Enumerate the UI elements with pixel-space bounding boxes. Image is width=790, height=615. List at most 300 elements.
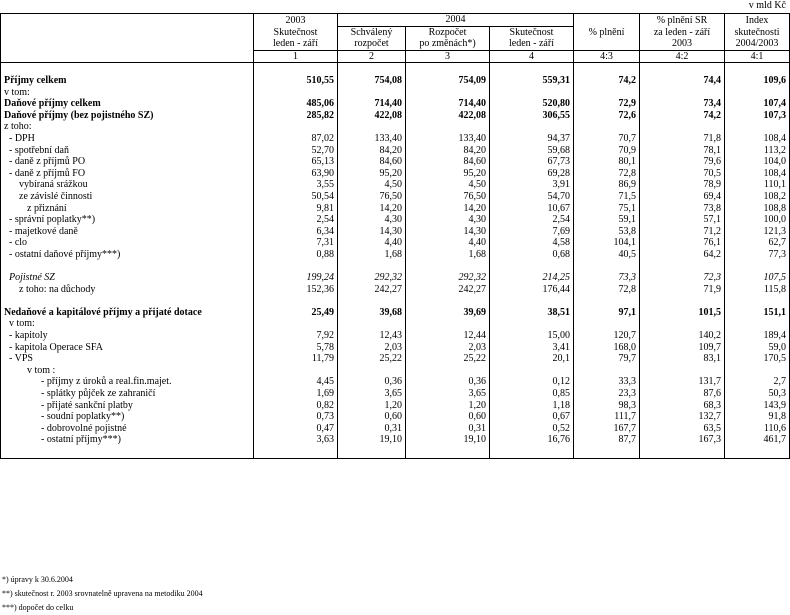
cell-col-3: 1,68 — [406, 249, 490, 261]
cell-col-5: 87,7 — [574, 434, 640, 446]
table-row — [1, 388, 790, 400]
cell-col-2: 1,20 — [338, 400, 406, 412]
cell-col-4: 20,1 — [490, 353, 574, 365]
cell-col-3: 12,44 — [406, 330, 490, 342]
table-row — [1, 203, 790, 215]
cell-col-7: 91,8 — [725, 411, 790, 423]
cell-col-5: 33,3 — [574, 376, 640, 388]
cell-col-4: 67,73 — [490, 156, 574, 168]
cell-col-4: 59,68 — [490, 145, 574, 157]
table-row — [1, 191, 790, 203]
cell-col-1: 0,88 — [254, 249, 338, 261]
cell-col-1: 50,54 — [254, 191, 338, 203]
table-row — [1, 249, 790, 261]
cell-col-6: 79,6 — [640, 156, 725, 168]
table-row — [1, 87, 790, 99]
table-row — [1, 318, 790, 330]
cell-col-3 — [406, 87, 490, 99]
cell-col-4: 0,68 — [490, 249, 574, 261]
cell-col-7: 100,0 — [725, 214, 790, 226]
cell-col-2 — [338, 365, 406, 377]
cell-col-3: 95,20 — [406, 168, 490, 180]
header-col6-bottom: 2003 — [640, 38, 725, 50]
cell-col-1: 152,36 — [254, 284, 338, 296]
cell-col-3 — [406, 365, 490, 377]
cell-col-5 — [574, 87, 640, 99]
cell-col-5 — [574, 121, 640, 133]
cell-col-3: 0,36 — [406, 376, 490, 388]
cell-col-7: 151,1 — [725, 307, 790, 319]
cell-col-4: 0,67 — [490, 411, 574, 423]
table-row — [1, 179, 790, 191]
cell-col-6: 71,2 — [640, 226, 725, 238]
cell-col-2: 714,40 — [338, 98, 406, 110]
col-number-2: 2 — [338, 50, 406, 63]
row-label: - majetkové daně — [1, 226, 254, 238]
cell-col-4: 306,55 — [490, 110, 574, 122]
header-col5-bottom — [574, 38, 640, 50]
cell-col-2: 422,08 — [338, 110, 406, 122]
cell-col-7: 104,0 — [725, 156, 790, 168]
header-col2-top: Schválený — [338, 26, 406, 38]
row-label: v tom: — [1, 87, 254, 99]
cell-col-1: 5,78 — [254, 342, 338, 354]
cell-col-3: 292,32 — [406, 272, 490, 284]
cell-col-4: 38,51 — [490, 307, 574, 319]
cell-col-1: 510,55 — [254, 75, 338, 87]
cell-col-1 — [254, 63, 338, 75]
cell-col-2: 4,50 — [338, 179, 406, 191]
table-row — [1, 75, 790, 87]
row-label: - soudní poplatky**) — [1, 411, 254, 423]
cell-col-5: 167,7 — [574, 423, 640, 435]
cell-col-4: 54,70 — [490, 191, 574, 203]
cell-col-5: 59,1 — [574, 214, 640, 226]
cell-col-6: 87,6 — [640, 388, 725, 400]
cell-col-7: 113,2 — [725, 145, 790, 157]
cell-col-3: 84,60 — [406, 156, 490, 168]
row-label: - ostatní daňové příjmy***) — [1, 249, 254, 261]
cell-col-1: 6,34 — [254, 226, 338, 238]
footnotes — [2, 573, 203, 615]
cell-col-1: 7,92 — [254, 330, 338, 342]
cell-col-6: 76,1 — [640, 237, 725, 249]
footnote-1: *) úpravy k 30.6.2004 — [2, 575, 73, 584]
cell-col-5 — [574, 318, 640, 330]
spacer-row — [1, 63, 790, 75]
col-number-6: 4:2 — [640, 50, 725, 63]
cell-col-1: 65,13 — [254, 156, 338, 168]
cell-col-5: 73,3 — [574, 272, 640, 284]
cell-col-4: 0,85 — [490, 388, 574, 400]
cell-col-2 — [338, 446, 406, 458]
cell-col-6 — [640, 87, 725, 99]
footnote-2: **) skutečnost r. 2003 srovnatelně upravena na metodiku 2004 — [2, 589, 203, 598]
cell-col-7 — [725, 260, 790, 272]
cell-col-1 — [254, 260, 338, 272]
cell-col-5: 72,8 — [574, 168, 640, 180]
row-label: Daňové příjmy (bez pojistného SZ) — [1, 110, 254, 122]
table-row — [1, 353, 790, 365]
cell-col-5: 40,5 — [574, 249, 640, 261]
cell-col-1: 485,06 — [254, 98, 338, 110]
cell-col-2 — [338, 121, 406, 133]
cell-col-7: 110,1 — [725, 179, 790, 191]
cell-col-4: 7,69 — [490, 226, 574, 238]
cell-col-5 — [574, 63, 640, 75]
table-row — [1, 110, 790, 122]
cell-col-6: 78,1 — [640, 145, 725, 157]
row-label: Nedaňové a kapitálové příjmy a přijaté dotace — [1, 307, 254, 319]
cell-col-2 — [338, 295, 406, 307]
cell-col-2: 0,31 — [338, 423, 406, 435]
cell-col-7 — [725, 63, 790, 75]
cell-col-1: 4,45 — [254, 376, 338, 388]
cell-col-3: 84,20 — [406, 145, 490, 157]
cell-col-4: 10,67 — [490, 203, 574, 215]
cell-col-4 — [490, 446, 574, 458]
cell-col-7: 50,3 — [725, 388, 790, 400]
table-header — [1, 14, 790, 63]
cell-col-4 — [490, 318, 574, 330]
cell-col-1: 0,82 — [254, 400, 338, 412]
cell-col-1: 9,81 — [254, 203, 338, 215]
header-col7-bottom: 2004/2003 — [725, 38, 790, 50]
cell-col-2: 95,20 — [338, 168, 406, 180]
cell-col-1 — [254, 365, 338, 377]
table-row — [1, 400, 790, 412]
cell-col-2: 14,20 — [338, 203, 406, 215]
cell-col-5: 74,2 — [574, 75, 640, 87]
cell-col-6 — [640, 365, 725, 377]
cell-col-5: 70,7 — [574, 133, 640, 145]
cell-col-1: 2,54 — [254, 214, 338, 226]
cell-col-5: 104,1 — [574, 237, 640, 249]
row-label: - daně z příjmů FO — [1, 168, 254, 180]
table-row — [1, 168, 790, 180]
cell-col-3: 4,50 — [406, 179, 490, 191]
cell-col-5: 111,7 — [574, 411, 640, 423]
cell-col-3: 422,08 — [406, 110, 490, 122]
table-row — [1, 434, 790, 446]
cell-col-7 — [725, 87, 790, 99]
cell-col-6: 74,4 — [640, 75, 725, 87]
cell-col-3: 4,40 — [406, 237, 490, 249]
row-label: - daně z příjmů PO — [1, 156, 254, 168]
header-col7-top: Index — [725, 14, 790, 27]
header-label-cell — [1, 14, 254, 63]
budget-table — [0, 13, 790, 459]
cell-col-1: 1,69 — [254, 388, 338, 400]
header-year-2003: 2003 — [254, 14, 338, 27]
cell-col-2: 4,30 — [338, 214, 406, 226]
cell-col-2: 0,36 — [338, 376, 406, 388]
cell-col-4 — [490, 121, 574, 133]
table-body — [1, 63, 790, 458]
cell-col-7: 77,3 — [725, 249, 790, 261]
cell-col-1: 3,55 — [254, 179, 338, 191]
cell-col-1: 7,31 — [254, 237, 338, 249]
row-label: - VPS — [1, 353, 254, 365]
cell-col-4: 2,54 — [490, 214, 574, 226]
cell-col-4: 0,12 — [490, 376, 574, 388]
row-label: z toho: — [1, 121, 254, 133]
cell-col-4: 16,76 — [490, 434, 574, 446]
cell-col-2: 84,60 — [338, 156, 406, 168]
footnote-3: ***) dopočet do celku — [2, 603, 74, 612]
cell-col-5: 72,8 — [574, 284, 640, 296]
table-row — [1, 226, 790, 238]
row-label: - spotřební daň — [1, 145, 254, 157]
cell-col-4 — [490, 260, 574, 272]
table-row — [1, 423, 790, 435]
header-col2-bottom: rozpočet — [338, 38, 406, 50]
cell-col-5: 75,1 — [574, 203, 640, 215]
cell-col-7: 108,2 — [725, 191, 790, 203]
row-label: - splátky půjček ze zahraničí — [1, 388, 254, 400]
cell-col-4 — [490, 87, 574, 99]
header-col1-bottom: leden - září — [254, 38, 338, 50]
col-number-1: 1 — [254, 50, 338, 63]
cell-col-7: 108,4 — [725, 168, 790, 180]
cell-col-7 — [725, 446, 790, 458]
col-number-7: 4:1 — [725, 50, 790, 63]
cell-col-7: 110,6 — [725, 423, 790, 435]
row-label: ze závislé činnosti — [1, 191, 254, 203]
cell-col-1: 52,70 — [254, 145, 338, 157]
cell-col-7: 107,3 — [725, 110, 790, 122]
header-col6-top: % plnění SR — [640, 14, 725, 27]
table-row — [1, 365, 790, 377]
cell-col-2: 242,27 — [338, 284, 406, 296]
unit-note: v mld Kč — [748, 0, 786, 11]
row-label: z toho: na důchody — [1, 284, 254, 296]
cell-col-1: 0,73 — [254, 411, 338, 423]
cell-col-3: 14,20 — [406, 203, 490, 215]
cell-col-6: 83,1 — [640, 353, 725, 365]
cell-col-4: 559,31 — [490, 75, 574, 87]
row-label — [1, 260, 254, 272]
cell-col-6: 71,9 — [640, 284, 725, 296]
cell-col-6: 57,1 — [640, 214, 725, 226]
cell-col-3: 19,10 — [406, 434, 490, 446]
header-col5-label: % plnění — [574, 26, 640, 38]
cell-col-1: 25,49 — [254, 307, 338, 319]
cell-col-4 — [490, 295, 574, 307]
cell-col-6 — [640, 295, 725, 307]
cell-col-1 — [254, 446, 338, 458]
col-number-5: 4:3 — [574, 50, 640, 63]
row-label: - ostatní příjmy***) — [1, 434, 254, 446]
cell-col-4: 1,18 — [490, 400, 574, 412]
cell-col-3 — [406, 260, 490, 272]
header-col4-top: Skutečnost — [490, 26, 574, 38]
cell-col-3 — [406, 318, 490, 330]
spacer-row — [1, 260, 790, 272]
cell-col-2: 4,40 — [338, 237, 406, 249]
row-label: - kapitola Operace SFA — [1, 342, 254, 354]
cell-col-6 — [640, 63, 725, 75]
cell-col-6: 73,4 — [640, 98, 725, 110]
cell-col-1 — [254, 318, 338, 330]
table-row — [1, 133, 790, 145]
row-label: Daňové příjmy celkem — [1, 98, 254, 110]
cell-col-2 — [338, 260, 406, 272]
cell-col-2: 76,50 — [338, 191, 406, 203]
header-year-2004: 2004 — [338, 14, 574, 27]
table-row — [1, 376, 790, 388]
row-label: vybíraná srážkou — [1, 179, 254, 191]
cell-col-3 — [406, 63, 490, 75]
col-number-4: 4 — [490, 50, 574, 63]
cell-col-2 — [338, 318, 406, 330]
cell-col-6: 70,5 — [640, 168, 725, 180]
cell-col-1: 87,02 — [254, 133, 338, 145]
cell-col-5: 168,0 — [574, 342, 640, 354]
row-label: - clo — [1, 237, 254, 249]
table-row — [1, 98, 790, 110]
cell-col-3 — [406, 121, 490, 133]
cell-col-1: 63,90 — [254, 168, 338, 180]
cell-col-6 — [640, 446, 725, 458]
cell-col-5: 53,8 — [574, 226, 640, 238]
cell-col-7: 189,4 — [725, 330, 790, 342]
cell-col-2: 133,40 — [338, 133, 406, 145]
cell-col-1 — [254, 295, 338, 307]
cell-col-3: 0,60 — [406, 411, 490, 423]
table-row — [1, 284, 790, 296]
header-col5-top — [574, 14, 640, 27]
cell-col-6: 64,2 — [640, 249, 725, 261]
cell-col-5: 97,1 — [574, 307, 640, 319]
cell-col-4 — [490, 63, 574, 75]
cell-col-5: 23,3 — [574, 388, 640, 400]
cell-col-7: 115,8 — [725, 284, 790, 296]
cell-col-1: 11,79 — [254, 353, 338, 365]
cell-col-3 — [406, 295, 490, 307]
cell-col-6: 109,7 — [640, 342, 725, 354]
cell-col-3: 754,09 — [406, 75, 490, 87]
cell-col-7: 143,9 — [725, 400, 790, 412]
cell-col-4: 94,37 — [490, 133, 574, 145]
cell-col-6 — [640, 260, 725, 272]
cell-col-3: 0,31 — [406, 423, 490, 435]
cell-col-2: 0,60 — [338, 411, 406, 423]
cell-col-7: 170,5 — [725, 353, 790, 365]
row-label: Příjmy celkem — [1, 75, 254, 87]
row-label — [1, 295, 254, 307]
cell-col-5: 70,9 — [574, 145, 640, 157]
cell-col-2: 39,68 — [338, 307, 406, 319]
cell-col-7: 108,4 — [725, 133, 790, 145]
cell-col-2: 3,65 — [338, 388, 406, 400]
table-row — [1, 156, 790, 168]
cell-col-2: 12,43 — [338, 330, 406, 342]
col-number-3: 3 — [406, 50, 490, 63]
cell-col-3: 39,69 — [406, 307, 490, 319]
cell-col-3: 242,27 — [406, 284, 490, 296]
cell-col-3: 25,22 — [406, 353, 490, 365]
cell-col-5 — [574, 260, 640, 272]
cell-col-6: 140,2 — [640, 330, 725, 342]
cell-col-2: 19,10 — [338, 434, 406, 446]
cell-col-6: 74,2 — [640, 110, 725, 122]
cell-col-7 — [725, 121, 790, 133]
header-col7-mid: skutečnosti — [725, 26, 790, 38]
row-label: - DPH — [1, 133, 254, 145]
cell-col-7 — [725, 318, 790, 330]
cell-col-6: 167,3 — [640, 434, 725, 446]
cell-col-6: 131,7 — [640, 376, 725, 388]
cell-col-6 — [640, 121, 725, 133]
table-row — [1, 145, 790, 157]
cell-col-5 — [574, 365, 640, 377]
cell-col-6: 63,5 — [640, 423, 725, 435]
cell-col-7 — [725, 295, 790, 307]
cell-col-7: 121,3 — [725, 226, 790, 238]
table-row — [1, 342, 790, 354]
header-col6-mid: za leden - září — [640, 26, 725, 38]
cell-col-7: 59,0 — [725, 342, 790, 354]
cell-col-7: 109,6 — [725, 75, 790, 87]
cell-col-1 — [254, 121, 338, 133]
cell-col-4 — [490, 365, 574, 377]
cell-col-6: 71,8 — [640, 133, 725, 145]
row-label: - kapitoly — [1, 330, 254, 342]
row-label: - dobrovolné pojistné — [1, 423, 254, 435]
table-row — [1, 307, 790, 319]
cell-col-4: 69,28 — [490, 168, 574, 180]
cell-col-1 — [254, 87, 338, 99]
spacer-row — [1, 295, 790, 307]
cell-col-5: 72,6 — [574, 110, 640, 122]
cell-col-4: 3,91 — [490, 179, 574, 191]
table-row — [1, 330, 790, 342]
table-row — [1, 237, 790, 249]
cell-col-6: 68,3 — [640, 400, 725, 412]
cell-col-5: 80,1 — [574, 156, 640, 168]
cell-col-7: 461,7 — [725, 434, 790, 446]
row-label: - přijaté sankční platby — [1, 400, 254, 412]
cell-col-5: 120,7 — [574, 330, 640, 342]
cell-col-2: 84,20 — [338, 145, 406, 157]
cell-col-2: 1,68 — [338, 249, 406, 261]
header-col1-top: Skutečnost — [254, 26, 338, 38]
cell-col-4: 214,25 — [490, 272, 574, 284]
cell-col-7 — [725, 365, 790, 377]
cell-col-2: 754,08 — [338, 75, 406, 87]
cell-col-3: 76,50 — [406, 191, 490, 203]
cell-col-3 — [406, 446, 490, 458]
cell-col-6: 101,5 — [640, 307, 725, 319]
cell-col-5: 98,3 — [574, 400, 640, 412]
cell-col-2: 292,32 — [338, 272, 406, 284]
cell-col-6: 73,8 — [640, 203, 725, 215]
table-row — [1, 272, 790, 284]
cell-col-5: 71,5 — [574, 191, 640, 203]
cell-col-4: 520,80 — [490, 98, 574, 110]
cell-col-7: 108,8 — [725, 203, 790, 215]
cell-col-4: 0,52 — [490, 423, 574, 435]
cell-col-2: 14,30 — [338, 226, 406, 238]
table-row — [1, 411, 790, 423]
cell-col-3: 2,03 — [406, 342, 490, 354]
cell-col-6: 132,7 — [640, 411, 725, 423]
cell-col-7: 2,7 — [725, 376, 790, 388]
cell-col-1: 0,47 — [254, 423, 338, 435]
cell-col-5 — [574, 295, 640, 307]
header-col3-top: Rozpočet — [406, 26, 490, 38]
